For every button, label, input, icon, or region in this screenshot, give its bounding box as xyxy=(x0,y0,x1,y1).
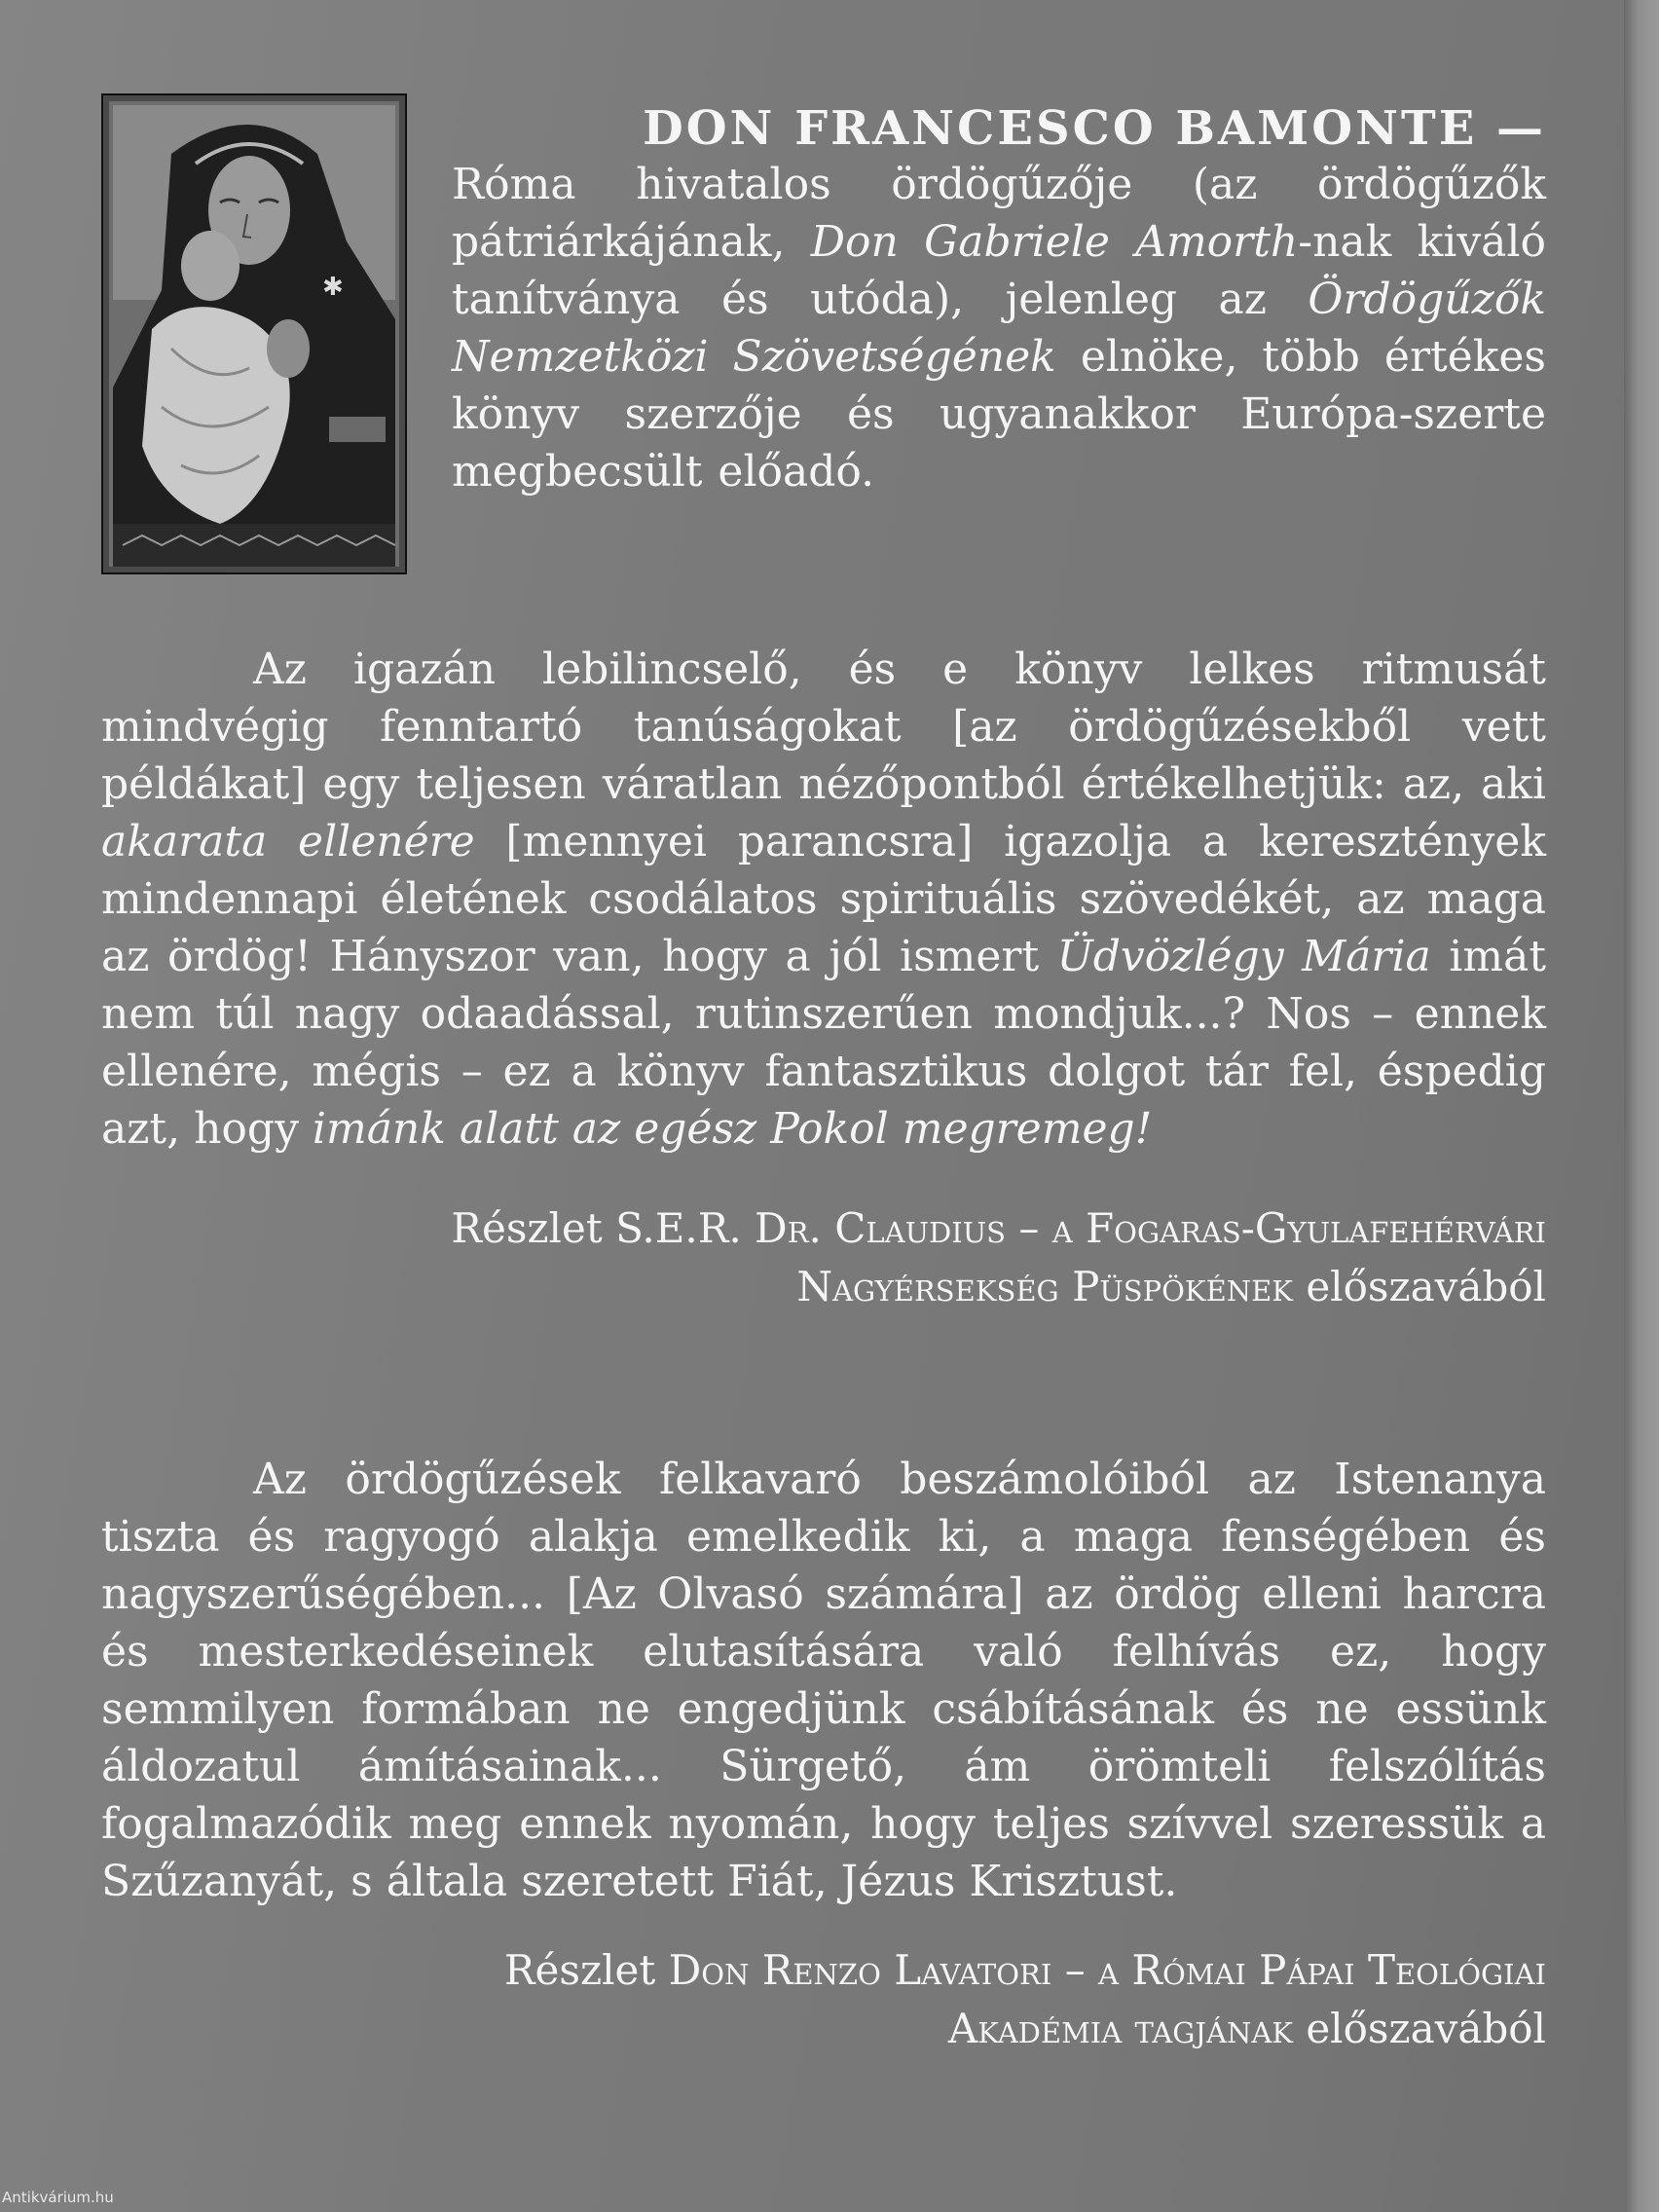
bio-italic-amorth: Don Gabriele Amorth xyxy=(810,217,1299,267)
svg-text:✱: ✱ xyxy=(322,273,344,302)
citation-1-author: S.E.R. Dr. Claudius – a Fogaras-Gyulafehérvári xyxy=(615,1204,1546,1252)
bio-text-2: -nak kiváló tanítványa és utóda), jelenleg az xyxy=(452,217,1546,324)
watermark: Antikvárium.hu xyxy=(2,2189,114,2206)
bio-text-1: Róma hivatalos ördögűzője (az ördögűzők pátriárkájának, xyxy=(452,160,1546,267)
citation-1-line-2 xyxy=(101,1258,1546,1316)
excerpt1-text-2: [mennyei parancsra] igazolja a keresztények mindennapi életének csodálatos spirituális szövedékét, az maga az ördög! Hányszor van, hogy a jól ismert xyxy=(101,817,1546,981)
excerpt2-text: Az ördögűzések felkavaró beszámolóiból az Istenanya tiszta és ragyogó alakja emelkedik ki, a maga fenségében és nagyszerűségében... [Az Olvasó számára] az ördög elleni harcra és mesterkedéseinek elutasítására való felhívás ez, hogy semmilyen formában ne engedjünk csábításának és ne essünk áldozatul ámításainak... Sürgető, ám örömteli felszólítás fogalmazódik meg ennek nyomán, hogy teljes szívvel szeressük a Szűzanyát, s általa szeretett Fiát, Jézus Krisztust. xyxy=(101,1455,1546,1906)
foreword-excerpt-1 xyxy=(101,641,1546,1158)
citation-1-role: Nagyérsekség Püspökének xyxy=(796,1263,1293,1310)
author-bio xyxy=(452,156,1546,500)
citation-2-middle: – a Római Pápai Teológiai xyxy=(1051,1946,1546,1994)
citation-2-prefix: Részlet xyxy=(503,1946,669,1994)
madonna-icon-image xyxy=(101,93,407,574)
foreword-excerpt-2 xyxy=(101,1451,1546,1910)
author-name-heading: DON FRANCESCO BAMONTE — xyxy=(643,101,1546,156)
excerpt1-text-1: Az igazán lebilincselő, és e könyv lelkes ritmusát mindvégig fenntartó tanúságokat [az ördögűzésekből vett példákat] egy teljesen váratlan nézőpontból értékelhetjük: az, aki xyxy=(101,645,1546,809)
bio-italic-association: Ördögűzők Nemzetközi Szövetségének xyxy=(452,275,1546,382)
excerpt1-italic-1: akarata ellenére xyxy=(101,817,475,866)
citation-2-line-2 xyxy=(101,2000,1546,2058)
citation-2-suffix: előszavából xyxy=(1292,2005,1546,2052)
excerpt1-italic-2: Üdvözlégy Mária xyxy=(1056,932,1431,981)
citation-2-line-1 xyxy=(101,1941,1546,2000)
citation-2-role: Akadémia tagjának xyxy=(947,2005,1293,2052)
page-edge xyxy=(1624,0,1659,2212)
bio-text-3: elnöke, több értékes könyv szerzője és ugyanakkor Európa-szerte megbecsült előadó. xyxy=(452,332,1547,497)
citation-2-author: Don Renzo Lavatori xyxy=(668,1946,1052,1994)
excerpt1-italic-3: imánk alatt az egész Pokol megremeg! xyxy=(312,1104,1153,1154)
citation-2 xyxy=(101,1941,1546,2058)
citation-1-suffix: előszavából xyxy=(1292,1263,1546,1310)
citation-1-prefix: Részlet xyxy=(451,1204,616,1252)
citation-1 xyxy=(101,1199,1546,1316)
excerpt1-text-3: imát nem túl nagy odaadással, rutinszerűen mondjuk...? Nos – ennek ellenére, mégis – ez a könyv fantasztikus dolgot tár fel, éspedig azt, hogy xyxy=(101,932,1546,1154)
citation-1-line-1 xyxy=(101,1199,1546,1258)
